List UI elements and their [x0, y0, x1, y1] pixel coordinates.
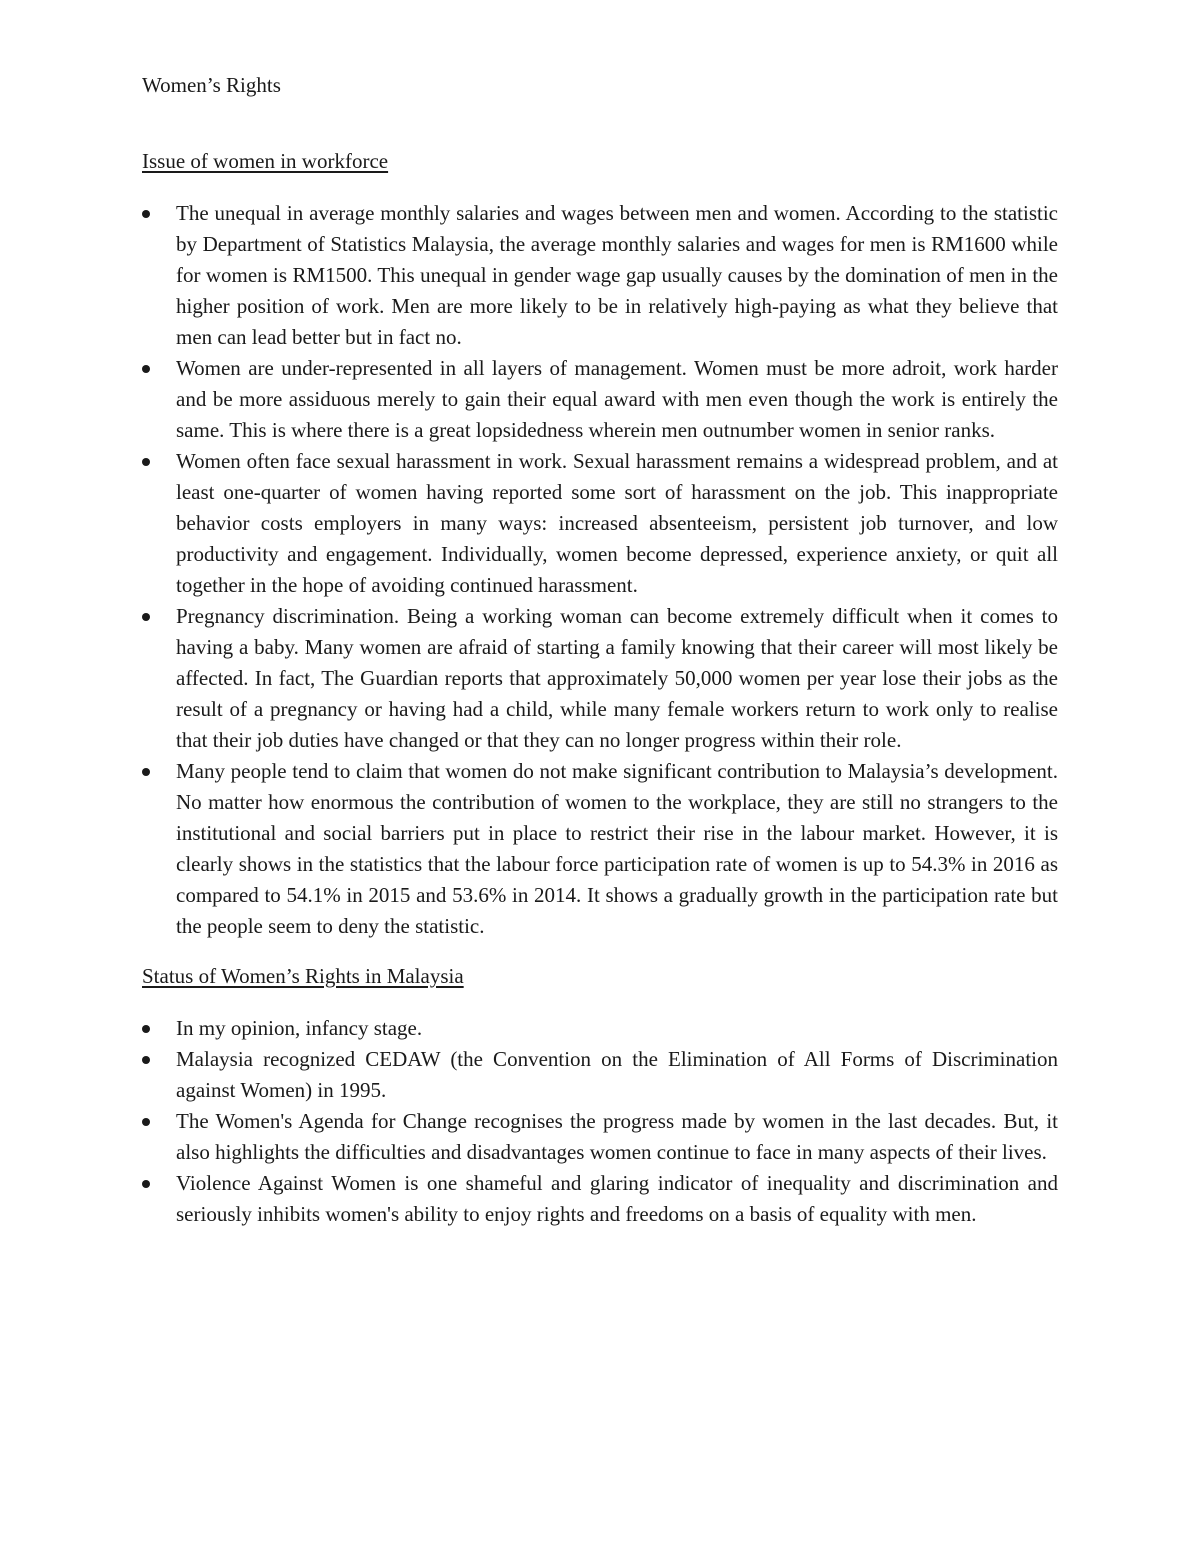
bullet-icon [142, 768, 150, 776]
document-page [142, 70, 1058, 1230]
list-item-text: The Women's Agenda for Change recognises the progress made by women in the last decades. But, it also highlights the difficulties and disadvantages women continue to face in many aspects of their lives. [176, 1109, 1058, 1164]
bullet-icon [142, 458, 150, 466]
bullet-icon [142, 613, 150, 621]
bullet-icon [142, 1118, 150, 1126]
list-item [142, 198, 1058, 353]
list-item [142, 1168, 1058, 1230]
list-item-text: Pregnancy discrimination. Being a working woman can become extremely difficult when it comes to having a baby. Many women are afraid of starting a family knowing that their career will most likely be affected. In fact, The Guardian reports that approximately 50,000 women per year lose their jobs as the result of a pregnancy or having had a child, while many female workers return to work only to realise that their job duties have changed or that they can no longer progress within their role. [176, 604, 1058, 752]
list-item [142, 353, 1058, 446]
list-item-text: In my opinion, infancy stage. [176, 1016, 423, 1040]
bullet-icon [142, 1180, 150, 1188]
bullet-icon [142, 365, 150, 373]
list-item [142, 601, 1058, 756]
bullet-icon [142, 1025, 150, 1033]
list-item-text: Malaysia recognized CEDAW (the Convention on the Elimination of All Forms of Discrimination against Women) in 1995. [176, 1047, 1058, 1102]
list-item-text: Many people tend to claim that women do not make significant contribution to Malaysia’s development. No matter how enormous the contribution of women to the workplace, they are still no strangers to the institutional and social barriers put in place to restrict their rise in the labour market. However, it is clearly shows in the statistics that the labour force participation rate of women is up to 54.3% in 2016 as compared to 54.1% in 2015 and 53.6% in 2014. It shows a gradually growth in the participation rate but the people seem to deny the statistic. [176, 759, 1058, 938]
list-item-text: Violence Against Women is one shameful and glaring indicator of inequality and discrimination and seriously inhibits women's ability to enjoy rights and freedoms on a basis of equality with men. [176, 1171, 1058, 1226]
list-item [142, 1013, 1058, 1044]
list-item-text: Women often face sexual harassment in work. Sexual harassment remains a widespread problem, and at least one-quarter of women having reported some sort of harassment on the job. This inappropriate behavior costs employers in many ways: increased absenteeism, persistent job turnover, and low productivity and engagement. Individually, women become depressed, experience anxiety, or quit all together in the hope of avoiding continued harassment. [176, 449, 1058, 597]
list-item [142, 1044, 1058, 1106]
list-item [142, 446, 1058, 601]
section-heading-status: Status of Women’s Rights in Malaysia [142, 964, 464, 988]
bullet-list-status [142, 1013, 1058, 1230]
bullet-list-workforce [142, 198, 1058, 942]
list-item [142, 1106, 1058, 1168]
bullet-icon [142, 210, 150, 218]
document-title: Women’s Rights [142, 73, 281, 97]
list-item-text: The unequal in average monthly salaries and wages between men and women. According to the statistic by Department of Statistics Malaysia, the average monthly salaries and wages for men is RM1600 while for women is RM1500. This unequal in gender wage gap usually causes by the domination of men in the higher position of work. Men are more likely to be in relatively high-paying as what they believe that men can lead better but in fact no. [176, 201, 1058, 349]
bullet-icon [142, 1056, 150, 1064]
list-item-text: Women are under-represented in all layers of management. Women must be more adroit, work harder and be more assiduous merely to gain their equal award with men even though the work is entirely the same. This is where there is a great lopsidedness wherein men outnumber women in senior ranks. [176, 356, 1058, 442]
section-heading-workforce: Issue of women in workforce [142, 149, 389, 173]
list-item [142, 756, 1058, 942]
